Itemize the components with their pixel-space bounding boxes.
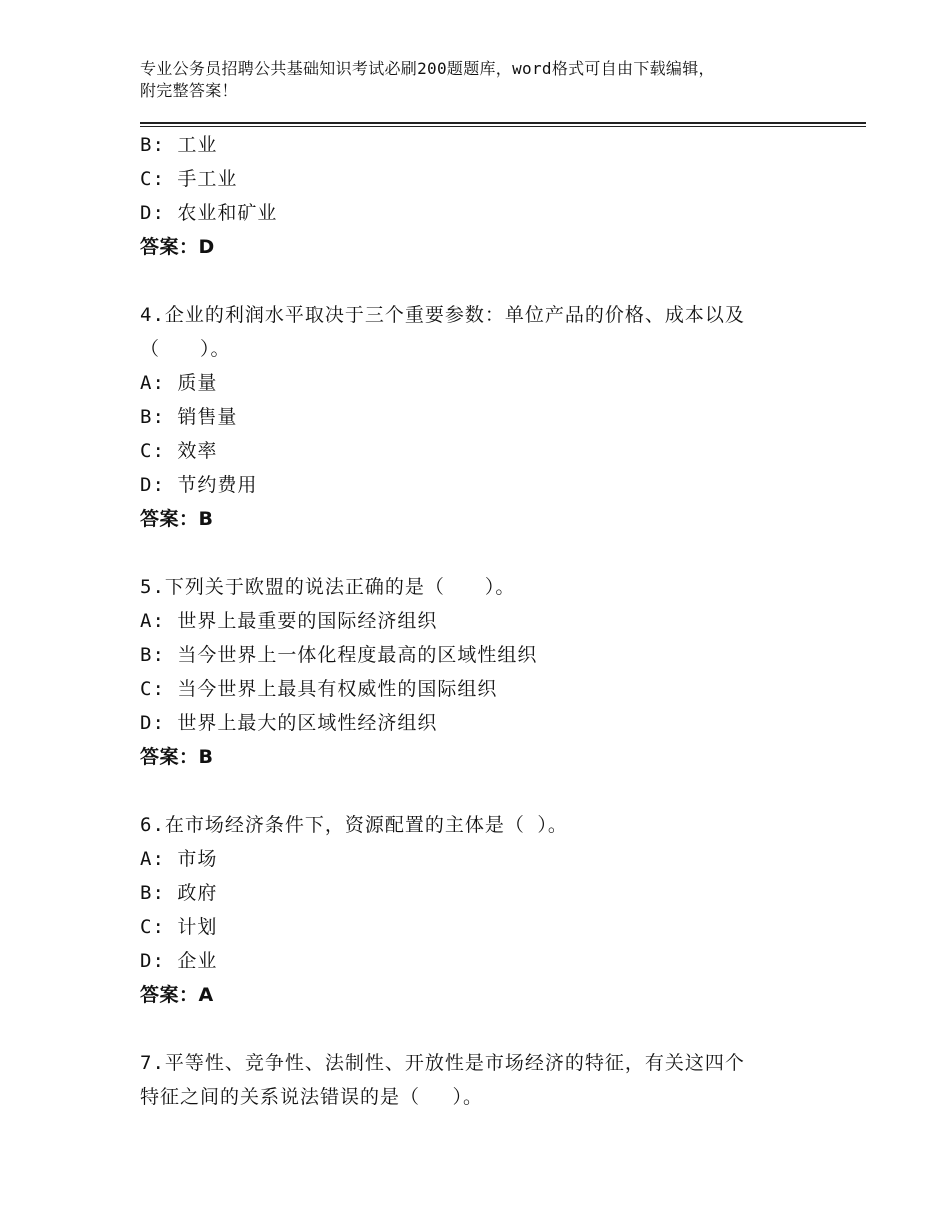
- question-stem: 7.平等性、竞争性、法制性、开放性是市场经济的特征，有关这四个: [140, 1052, 745, 1074]
- header-divider: [140, 122, 866, 127]
- option-c: C: 效率: [140, 440, 218, 462]
- spacer: [140, 774, 820, 808]
- option-c: C: 手工业: [140, 168, 238, 190]
- spacer: [140, 536, 820, 570]
- question-list: [140, 128, 820, 1114]
- option-c: C: 当今世界上最具有权威性的国际组织: [140, 678, 498, 700]
- answer: 答案：D: [140, 236, 215, 258]
- question-stem-cont: 特征之间的关系说法错误的是（ ）。: [140, 1086, 483, 1108]
- option-b: B: 政府: [140, 882, 218, 904]
- question-stem: 4.企业的利润水平取决于三个重要参数：单位产品的价格、成本以及: [140, 304, 745, 326]
- option-d: D: 农业和矿业: [140, 202, 278, 224]
- question-7: [140, 1046, 820, 1114]
- question-stem-cont: （ ）。: [140, 338, 231, 360]
- question-stem: 6.在市场经济条件下，资源配置的主体是（ ）。: [140, 814, 568, 836]
- option-c: C: 计划: [140, 916, 218, 938]
- header-line-1: 专业公务员招聘公共基础知识考试必刷200题题库，word格式可自由下载编辑，: [140, 59, 715, 78]
- question-5: [140, 570, 820, 774]
- question-4: [140, 298, 820, 536]
- spacer: [140, 264, 820, 298]
- option-d: D: 世界上最大的区域性经济组织: [140, 712, 438, 734]
- option-b: B: 工业: [140, 134, 218, 156]
- option-d: D: 企业: [140, 950, 218, 972]
- answer: 答案：B: [140, 508, 214, 530]
- header-line-2: 附完整答案！: [140, 81, 238, 100]
- question-stem: 5.下列关于欧盟的说法正确的是（ ）。: [140, 576, 516, 598]
- spacer: [140, 1012, 820, 1046]
- option-a: A: 市场: [140, 848, 218, 870]
- answer: 答案：A: [140, 984, 214, 1006]
- option-b: B: 销售量: [140, 406, 238, 428]
- option-a: A: 质量: [140, 372, 218, 394]
- question-6: [140, 808, 820, 1012]
- option-b: B: 当今世界上一体化程度最高的区域性组织: [140, 644, 538, 666]
- question-3: [140, 128, 820, 264]
- option-d: D: 节约费用: [140, 474, 258, 496]
- answer: 答案：B: [140, 746, 214, 768]
- page-header: [140, 58, 800, 102]
- option-a: A: 世界上最重要的国际经济组织: [140, 610, 438, 632]
